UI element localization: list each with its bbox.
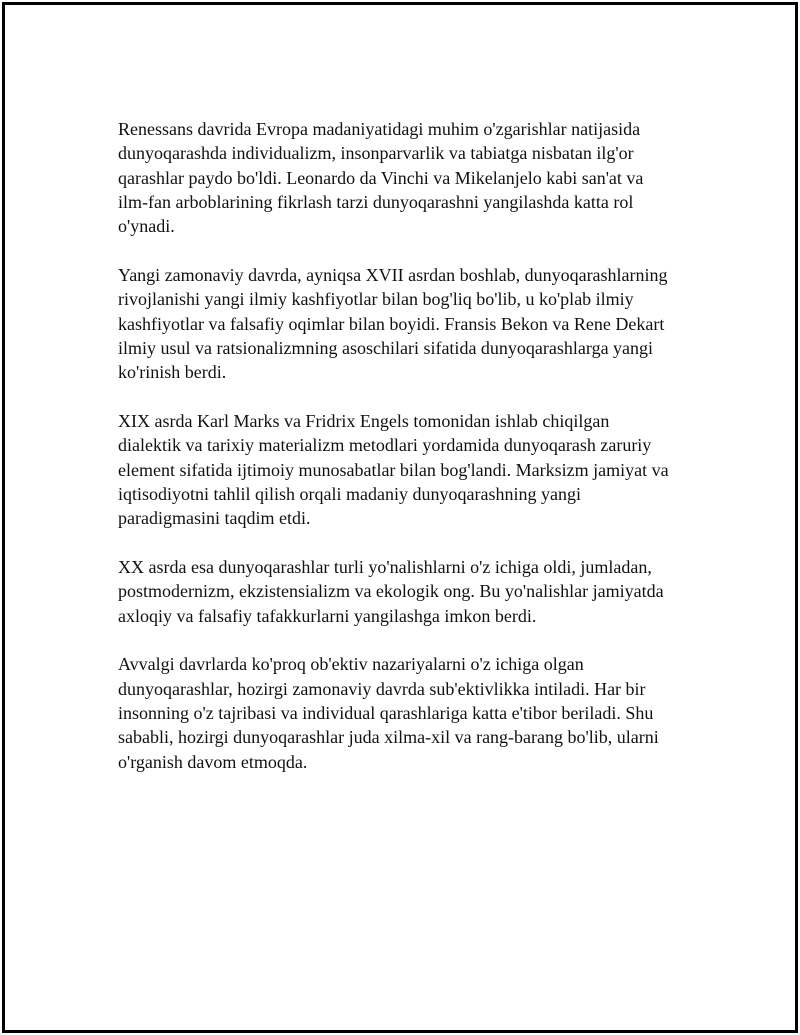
text-line: o'ynadi. — [118, 216, 175, 237]
text-line: ilm-fan arboblarining fikrlash tarzi dunyoqarashni yangilashda katta rol — [118, 191, 634, 212]
text-line: postmodernizm, ekzistensializm va ekologik ong. Bu yo'nalishlar jamiyatda — [118, 581, 664, 602]
text-line: dunyoqarashda individualizm, insonparvarlik va tabiatga nisbatan ilg'or — [118, 143, 634, 164]
paragraph-modern-era — [118, 263, 698, 384]
text-line: Renessans davrida Evropa madaniyatidagi muhim o'zgarishlar natijasida — [118, 119, 641, 139]
text-line: XX asrda esa dunyoqarashlar turli yo'nalishlarni o'z ichiga oldi, jumladan, — [118, 556, 652, 577]
paragraph-nineteenth-century — [118, 409, 698, 530]
text-line: dialektik va tarixiy materializm metodlari yordamida dunyoqarash zaruriy — [118, 435, 652, 456]
text-line: element sifatida ijtimoiy munosabatlar bilan bog'landi. Marksizm jamiyat va — [118, 459, 669, 480]
document-body — [118, 117, 698, 798]
text-line: axloqiy va falsafiy tafakkurlarni yangilashga imkon berdi. — [118, 605, 537, 626]
text-line: ko'rinish berdi. — [118, 362, 227, 383]
text-line: dunyoqarashlar, hozirgi zamonaviy davrda sub'ektivlikka intiladi. Har bir — [118, 678, 646, 699]
text-line: iqtisodiyotni tahlil qilish orqali madaniy dunyoqarashning yangi — [118, 483, 581, 504]
paragraph-twentieth-century — [118, 555, 698, 628]
text-line: ilmiy usul va ratsionalizmning asoschilari sifatida dunyoqarashlarga yangi — [118, 337, 654, 358]
text-line: Avvalgi davrlarda ko'proq ob'ektiv nazariyalarni o'z ichiga olgan — [118, 654, 584, 675]
text-line: o'rganish davom etmoqda. — [118, 751, 308, 772]
text-line: XIX asrda Karl Marks va Fridrix Engels tomonidan ishlab chiqilgan — [118, 410, 610, 431]
text-line: qarashlar paydo bo'ldi. Leonardo da Vinchi va Mikelanjelo kabi san'at va — [118, 167, 644, 188]
text-line: insonning o'z tajribasi va individual qarashlariga katta e'tibor beriladi. Shu — [118, 702, 654, 723]
paragraph-current-era — [118, 652, 698, 773]
text-line: kashfiyotlar va falsafiy oqimlar bilan boyidi. Fransis Bekon va Rene Dekart — [118, 313, 665, 334]
text-line: sababli, hozirgi dunyoqarashlar juda xilma-xil va rang-barang bo'lib, ularni — [118, 727, 659, 748]
text-line: rivojlanishi yangi ilmiy kashfiyotlar bilan bog'liq bo'lib, u ko'plab ilmiy — [118, 289, 634, 310]
text-line: paradigmasini taqdim etdi. — [118, 508, 311, 529]
paragraph-renaissance — [118, 117, 698, 238]
text-line: Yangi zamonaviy davrda, ayniqsa XVII asrdan boshlab, dunyoqarashlarning — [118, 264, 668, 285]
